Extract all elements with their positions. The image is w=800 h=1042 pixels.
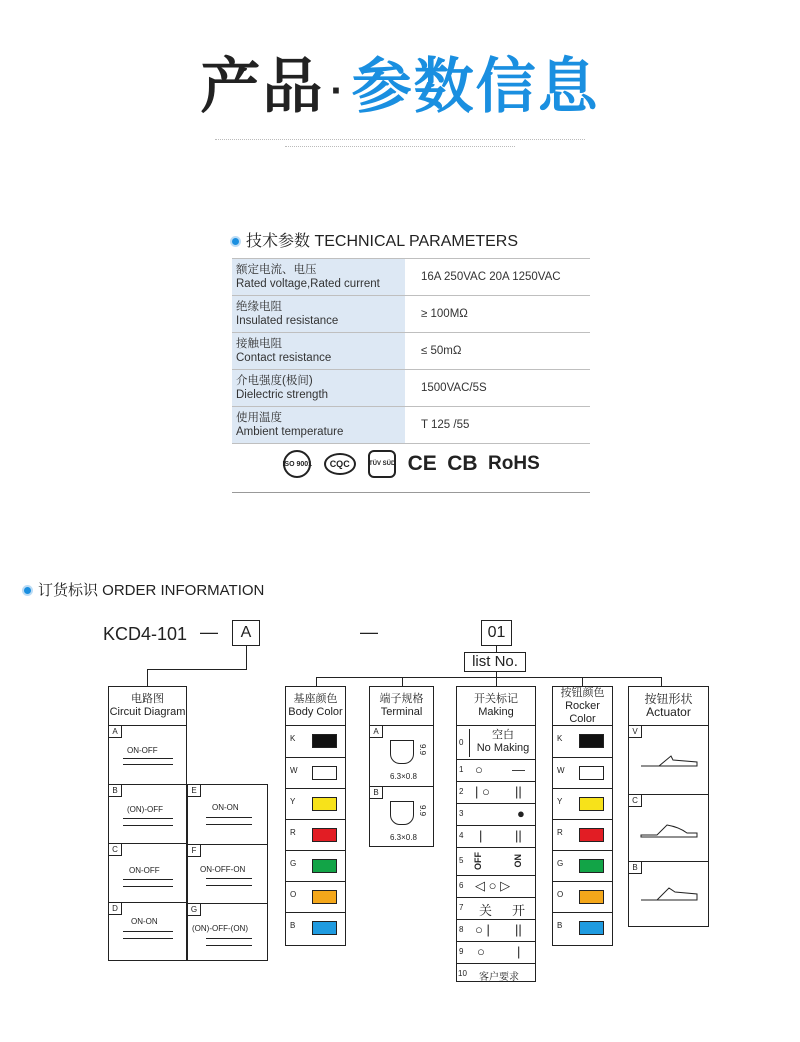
rocker-color-code: O [557, 890, 564, 899]
table-row [232, 296, 590, 333]
making-title: 开关标记 Making [456, 686, 536, 726]
circuit-symbol-icon [123, 938, 173, 939]
circuit-symbol-icon [123, 931, 173, 932]
header-divider-2 [285, 146, 515, 147]
connector-line [402, 677, 403, 686]
body-color-code: O [290, 890, 297, 899]
circuit-symbol-icon [206, 938, 252, 939]
rocker-color-swatch [579, 766, 604, 780]
circuit-item: C ON-OFF [109, 843, 186, 902]
rocker-color-code: G [557, 859, 564, 868]
circuit-symbol-icon [206, 885, 252, 886]
connector-line [316, 677, 661, 678]
terminal-item: A 9.9 6.3×0.8 [370, 726, 433, 786]
connector-line [147, 669, 148, 686]
connector-line [582, 677, 583, 686]
terminal-icon [390, 801, 414, 825]
making-item: 10 客户要求 [457, 963, 535, 983]
bullet-icon [22, 585, 33, 596]
param-label: 额定电流、电压 Rated voltage,Rated current [232, 259, 405, 296]
body-color-item [286, 788, 345, 819]
iso-logo-icon: ISO 9001 [283, 450, 311, 478]
rocker-color-item [553, 850, 612, 881]
body-color-code: B [290, 921, 296, 930]
title-blue: 参数信息 [351, 53, 600, 120]
param-value: ≥ 100MΩ [405, 296, 590, 333]
circuit-symbol-icon [206, 817, 252, 818]
body-color-item [286, 726, 345, 757]
title-dot: · [330, 69, 346, 114]
terminal-column [369, 725, 434, 847]
param-value: 16A 250VAC 20A 1250VAC [405, 259, 590, 296]
body-color-item [286, 757, 345, 788]
code-box-a: A [232, 620, 260, 646]
making-column [456, 725, 536, 982]
circuit-symbol-icon [123, 825, 173, 826]
tech-heading [230, 232, 518, 252]
rocker-color-swatch [579, 921, 604, 935]
circuit-item: G (ON)-OFF-(ON) [188, 903, 267, 960]
list-no-box: list No. [464, 652, 526, 672]
actuator-item: V [629, 726, 708, 794]
rocker-color-item [553, 881, 612, 912]
cert-logos [232, 450, 590, 478]
rocker-color-item [553, 819, 612, 850]
circuit-column-left [108, 725, 187, 961]
rocker-color-item [553, 757, 612, 788]
actuator-b-icon [639, 882, 699, 906]
title-dark: 产品 [200, 53, 325, 120]
actuator-c-icon [639, 819, 699, 841]
rocker-color-code: B [557, 921, 563, 930]
rocker-color-title: 按钮颜色 Rocker Color [552, 686, 613, 726]
connector-line [147, 669, 247, 670]
bullet-icon [230, 236, 241, 247]
making-item: 1 ○ — [457, 759, 535, 781]
body-color-code: G [290, 859, 297, 868]
param-label: 接触电阻 Contact resistance [232, 333, 405, 370]
body-color-title: 基座颜色 Body Color [285, 686, 346, 726]
rocker-color-swatch [579, 890, 604, 904]
circuit-symbol-icon [206, 878, 252, 879]
circuit-item: D ON-ON [109, 902, 186, 960]
circuit-symbol-icon [123, 758, 173, 759]
model-code: KCD4-101 [103, 624, 188, 644]
circuit-symbol-icon [206, 824, 252, 825]
cqc-logo-icon: CQC [324, 453, 356, 475]
order-heading-text: 订货标识 ORDER INFORMATION [38, 582, 265, 599]
making-item: 3 ● [457, 803, 535, 825]
body-color-swatch [312, 828, 337, 842]
rocker-color-code: W [557, 766, 565, 775]
making-item: 9 ○ | [457, 941, 535, 963]
rocker-color-swatch [579, 859, 604, 873]
circuit-item: A ON-OFF [109, 726, 186, 784]
certs-divider [232, 492, 590, 493]
rocker-color-swatch [579, 734, 604, 748]
actuator-column [628, 725, 709, 927]
terminal-title: 端子规格 Terminal [369, 686, 434, 726]
rocker-color-column [552, 725, 613, 946]
code-box-01: 01 [481, 620, 512, 646]
table-row [232, 407, 590, 444]
actuator-v-icon [639, 752, 699, 772]
param-label: 使用温度 Ambient temperature [232, 407, 405, 444]
rocker-color-swatch [579, 828, 604, 842]
table-row [232, 259, 590, 296]
connector-line [316, 677, 317, 686]
circuit-item: F ON-OFF-ON [188, 844, 267, 903]
dash-2: — [360, 622, 378, 642]
cb-logo-icon: CB [447, 452, 478, 475]
connector-line [661, 677, 662, 686]
body-color-swatch [312, 890, 337, 904]
body-color-swatch [312, 734, 337, 748]
body-color-swatch [312, 797, 337, 811]
body-color-column [285, 725, 346, 946]
body-color-code: Y [290, 797, 296, 806]
circuit-item: E ON-ON [188, 785, 267, 844]
circuit-symbol-icon [206, 945, 252, 946]
tuv-logo-icon: TÜV SÜD [368, 450, 396, 478]
circuit-symbol-icon [123, 764, 173, 765]
body-color-code: K [290, 734, 296, 743]
connector-line [496, 677, 497, 686]
table-row [232, 333, 590, 370]
dash-1: — [200, 622, 218, 642]
making-item: 6 ◁ ○ ▷ [457, 875, 535, 897]
body-color-swatch [312, 766, 337, 780]
param-value: 1500VAC/5S [405, 370, 590, 407]
param-label: 绝缘电阻 Insulated resistance [232, 296, 405, 333]
param-value: T 125 /55 [405, 407, 590, 444]
body-color-swatch [312, 921, 337, 935]
body-color-item [286, 881, 345, 912]
circuit-symbol-icon [123, 886, 173, 887]
making-item: 8 ○ | || [457, 919, 535, 941]
page-title [0, 52, 800, 126]
rocker-color-item [553, 788, 612, 819]
making-item: 0 空白 No Making [457, 726, 535, 759]
connector-line [496, 646, 497, 652]
body-color-swatch [312, 859, 337, 873]
actuator-item: B [629, 861, 708, 927]
order-heading [22, 581, 264, 601]
rocker-color-item [553, 726, 612, 757]
table-row [232, 370, 590, 407]
making-item: 2 | ○ || [457, 781, 535, 803]
circuit-symbol-icon [123, 879, 173, 880]
making-item: 7 关 开 [457, 897, 535, 919]
body-color-item [286, 850, 345, 881]
connector-line [246, 646, 247, 670]
header-divider [215, 139, 585, 140]
rocker-color-item [553, 912, 612, 942]
circuit-title: 电路图 Circuit Diagram [108, 686, 187, 726]
actuator-item: C [629, 794, 708, 861]
tech-heading-text: 技术参数 TECHNICAL PARAMETERS [246, 233, 519, 250]
circuit-item: B (ON)-OFF [109, 784, 186, 843]
rocker-color-code: Y [557, 797, 563, 806]
body-color-item [286, 912, 345, 942]
body-color-code: W [290, 766, 298, 775]
rohs-logo-icon: RoHS [488, 453, 540, 474]
tech-table [232, 258, 590, 444]
circuit-column-right [187, 784, 268, 961]
param-label: 介电强度(极间) Dielectric strength [232, 370, 405, 407]
rocker-color-swatch [579, 797, 604, 811]
making-item: 4 | || [457, 825, 535, 847]
body-color-item [286, 819, 345, 850]
circuit-symbol-icon [123, 818, 173, 819]
rocker-color-code: R [557, 828, 563, 837]
terminal-item: B 9.9 6.3×0.8 [370, 786, 433, 847]
rocker-color-code: K [557, 734, 563, 743]
body-color-code: R [290, 828, 296, 837]
making-item: 5 OFF ON [457, 847, 535, 875]
ce-logo-icon: CE [407, 452, 437, 475]
actuator-title: 按钮形状 Actuator [628, 686, 709, 726]
param-value: ≤ 50mΩ [405, 333, 590, 370]
terminal-icon [390, 740, 414, 764]
